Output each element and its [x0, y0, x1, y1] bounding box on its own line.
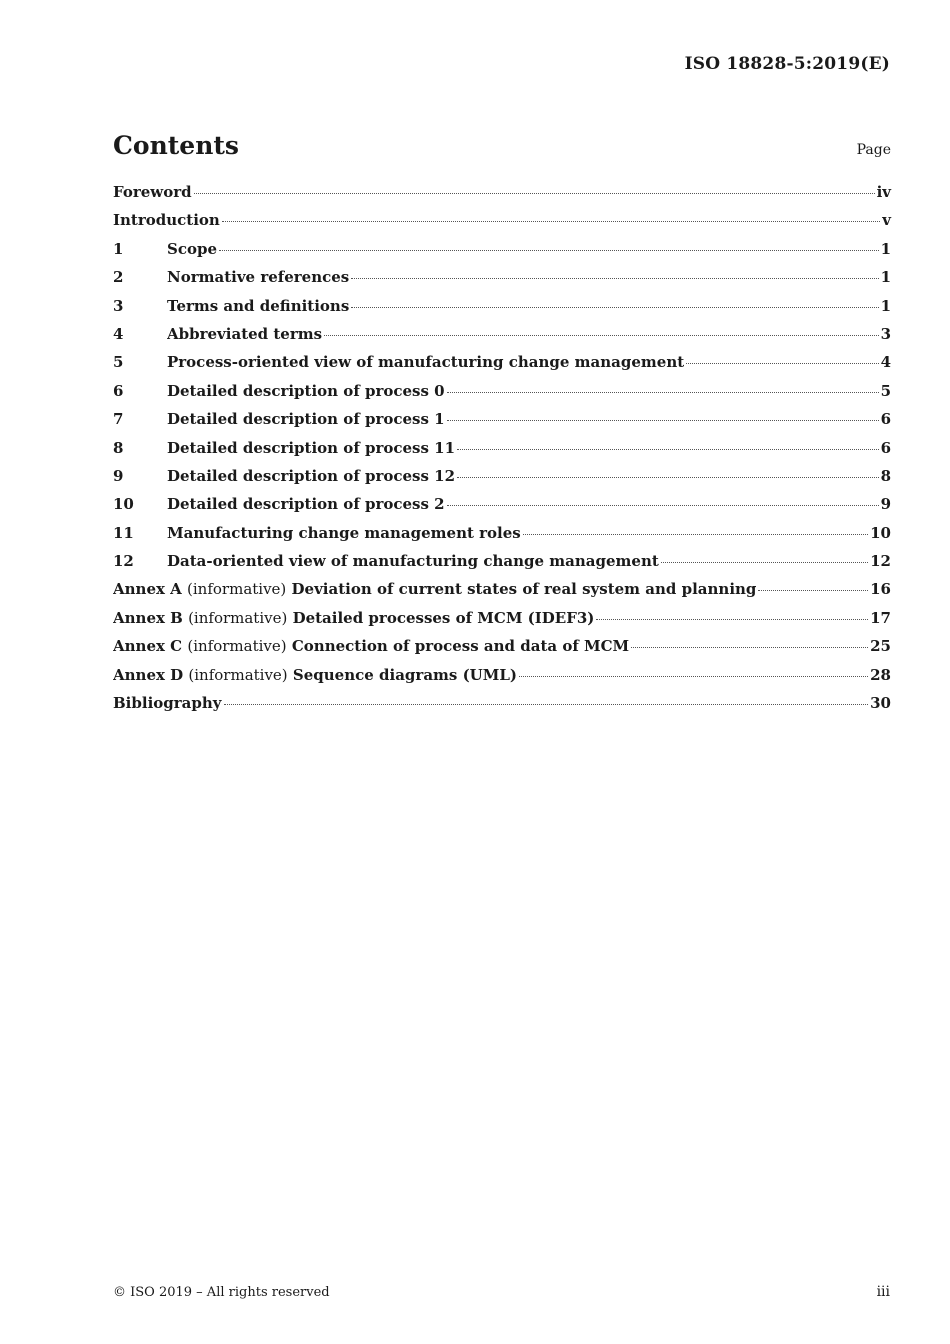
toc-leader-dots	[457, 449, 879, 450]
toc-entry-title: Normative references	[167, 268, 350, 287]
toc-leader-dots	[324, 335, 878, 336]
toc-entry-clause-5[interactable]	[113, 353, 891, 381]
toc-entry-title	[113, 666, 517, 684]
toc-entry-title: Detailed description of process 0	[167, 381, 445, 400]
annex-title: Sequence diagrams (UML)	[292, 665, 518, 684]
toc-entry-title: Detailed description of process 2	[167, 495, 445, 514]
toc-leader-dots	[661, 562, 868, 563]
toc-entry-page: 3	[880, 324, 891, 343]
toc-entry-clause-6[interactable]	[113, 382, 891, 410]
toc-entry-page: 30	[870, 694, 891, 713]
toc-entry-number: 11	[113, 523, 134, 542]
toc-leader-dots	[351, 307, 878, 308]
toc-leader-dots	[219, 250, 879, 251]
toc-entry-title: Introduction	[113, 211, 220, 230]
toc-entry-page: 1	[880, 268, 891, 287]
annex-title: Deviation of current states of real system and planning	[291, 580, 757, 599]
toc-entry-number: 8	[113, 438, 124, 457]
toc-entry-clause-2[interactable]	[113, 268, 891, 296]
toc-entry-clause-9[interactable]	[113, 467, 891, 495]
toc-leader-dots	[457, 477, 879, 478]
toc-entry-annex-b[interactable]	[113, 609, 891, 637]
toc-entry-page: iv	[876, 183, 891, 201]
toc-entry-title: Abbreviated terms	[167, 324, 323, 343]
toc-entry-page: 6	[880, 410, 891, 429]
annex-title: Connection of process and data of MCM	[291, 637, 630, 656]
toc-leader-dots	[596, 619, 868, 620]
toc-entry-number: 1	[113, 239, 124, 258]
toc-entry-page: 6	[880, 438, 891, 457]
toc-entry-number: 12	[113, 552, 134, 571]
toc-entry-title	[113, 637, 629, 655]
annex-kind: (informative)	[187, 637, 287, 656]
toc-entry-annex-d[interactable]	[113, 666, 891, 694]
toc-leader-dots	[224, 704, 869, 705]
footer-copyright: © ISO 2019 – All rights reserved	[113, 1285, 330, 1300]
toc-leader-dots	[758, 590, 868, 591]
toc-leader-dots	[351, 278, 878, 279]
toc-entry-title: Manufacturing change management roles	[167, 523, 521, 542]
toc-entry-number: 3	[113, 296, 124, 315]
toc-entry-page: 1	[880, 239, 891, 258]
toc-entry-title: Data-oriented view of manufacturing change management	[167, 552, 659, 571]
toc-entry-title: Bibliography	[113, 694, 222, 713]
toc-leader-dots	[222, 221, 880, 222]
toc-leader-dots	[447, 505, 879, 506]
toc-entry-annex-a[interactable]	[113, 580, 891, 608]
toc-entry-page: 8	[880, 466, 891, 485]
toc-entry-page: 17	[870, 608, 891, 627]
toc-entry-page: v	[882, 211, 891, 230]
toc-entry-clause-8[interactable]	[113, 439, 891, 467]
annex-identifier: Annex D	[113, 665, 184, 684]
toc-entry-annex-c[interactable]	[113, 637, 891, 665]
document-identifier: ISO 18828-5:2019(E)	[684, 54, 890, 74]
toc-leader-dots	[686, 363, 878, 364]
toc-entry-number: 6	[113, 381, 124, 400]
toc-entry-title: Terms and definitions	[167, 296, 350, 315]
toc-entry-number: 4	[113, 324, 124, 343]
toc-entry-introduction[interactable]	[113, 211, 891, 239]
toc-leader-dots	[194, 193, 875, 194]
toc-entry-page: 10	[870, 523, 891, 542]
toc-entry-page: 12	[870, 552, 891, 571]
toc-entry-page: 28	[870, 665, 891, 684]
toc-entry-page: 5	[880, 381, 891, 400]
toc-entry-number: 7	[113, 410, 124, 429]
toc-entry-number: 9	[113, 466, 124, 485]
toc-leader-dots	[523, 534, 868, 535]
toc-entry-page: 9	[880, 495, 891, 514]
annex-kind: (informative)	[188, 665, 288, 684]
annex-identifier: Annex B	[113, 608, 183, 627]
annex-kind: (informative)	[187, 580, 287, 599]
annex-kind: (informative)	[188, 608, 288, 627]
toc-entry-title: Detailed description of process 11	[167, 438, 456, 457]
toc-entry-title: Scope	[167, 239, 218, 258]
toc-entry-page: 1	[880, 296, 891, 315]
toc-entry-title: Process-oriented view of manufacturing change management	[167, 353, 685, 372]
annex-identifier: Annex A	[113, 580, 182, 599]
toc-entry-clause-10[interactable]	[113, 495, 891, 523]
toc-entry-title: Detailed description of process 1	[167, 410, 445, 429]
toc-entry-number: 2	[113, 268, 124, 287]
toc-entry-clause-3[interactable]	[113, 297, 891, 325]
toc-entry-number: 5	[113, 353, 124, 372]
annex-identifier: Annex C	[113, 637, 183, 656]
toc-entry-page: 4	[880, 353, 891, 372]
footer-page-number: iii	[876, 1284, 890, 1300]
toc-leader-dots	[519, 676, 868, 677]
toc-entry-page: 25	[870, 637, 891, 656]
contents-heading-row	[113, 131, 891, 165]
toc-entry-clause-7[interactable]	[113, 410, 891, 438]
toc-entry-title: Foreword	[113, 183, 192, 201]
toc-entry-clause-11[interactable]	[113, 524, 891, 552]
toc-entry-number: 10	[113, 495, 134, 514]
toc-leader-dots	[447, 392, 879, 393]
toc-entry-title	[113, 609, 594, 627]
table-of-contents	[113, 183, 891, 722]
toc-leader-dots	[631, 647, 868, 648]
toc-entry-clause-12[interactable]	[113, 552, 891, 580]
toc-entry-title	[113, 580, 756, 598]
annex-title: Detailed processes of MCM (IDEF3)	[292, 608, 595, 627]
toc-entry-clause-4[interactable]	[113, 325, 891, 353]
toc-entry-clause-1[interactable]	[113, 240, 891, 268]
toc-entry-page: 16	[870, 580, 891, 599]
toc-entry-foreword[interactable]	[113, 183, 891, 211]
page-column-label: Page	[856, 142, 891, 158]
toc-entry-title: Detailed description of process 12	[167, 466, 456, 485]
toc-leader-dots	[447, 420, 879, 421]
toc-entry-bibliography[interactable]	[113, 694, 891, 722]
contents-title: Contents	[113, 131, 240, 160]
